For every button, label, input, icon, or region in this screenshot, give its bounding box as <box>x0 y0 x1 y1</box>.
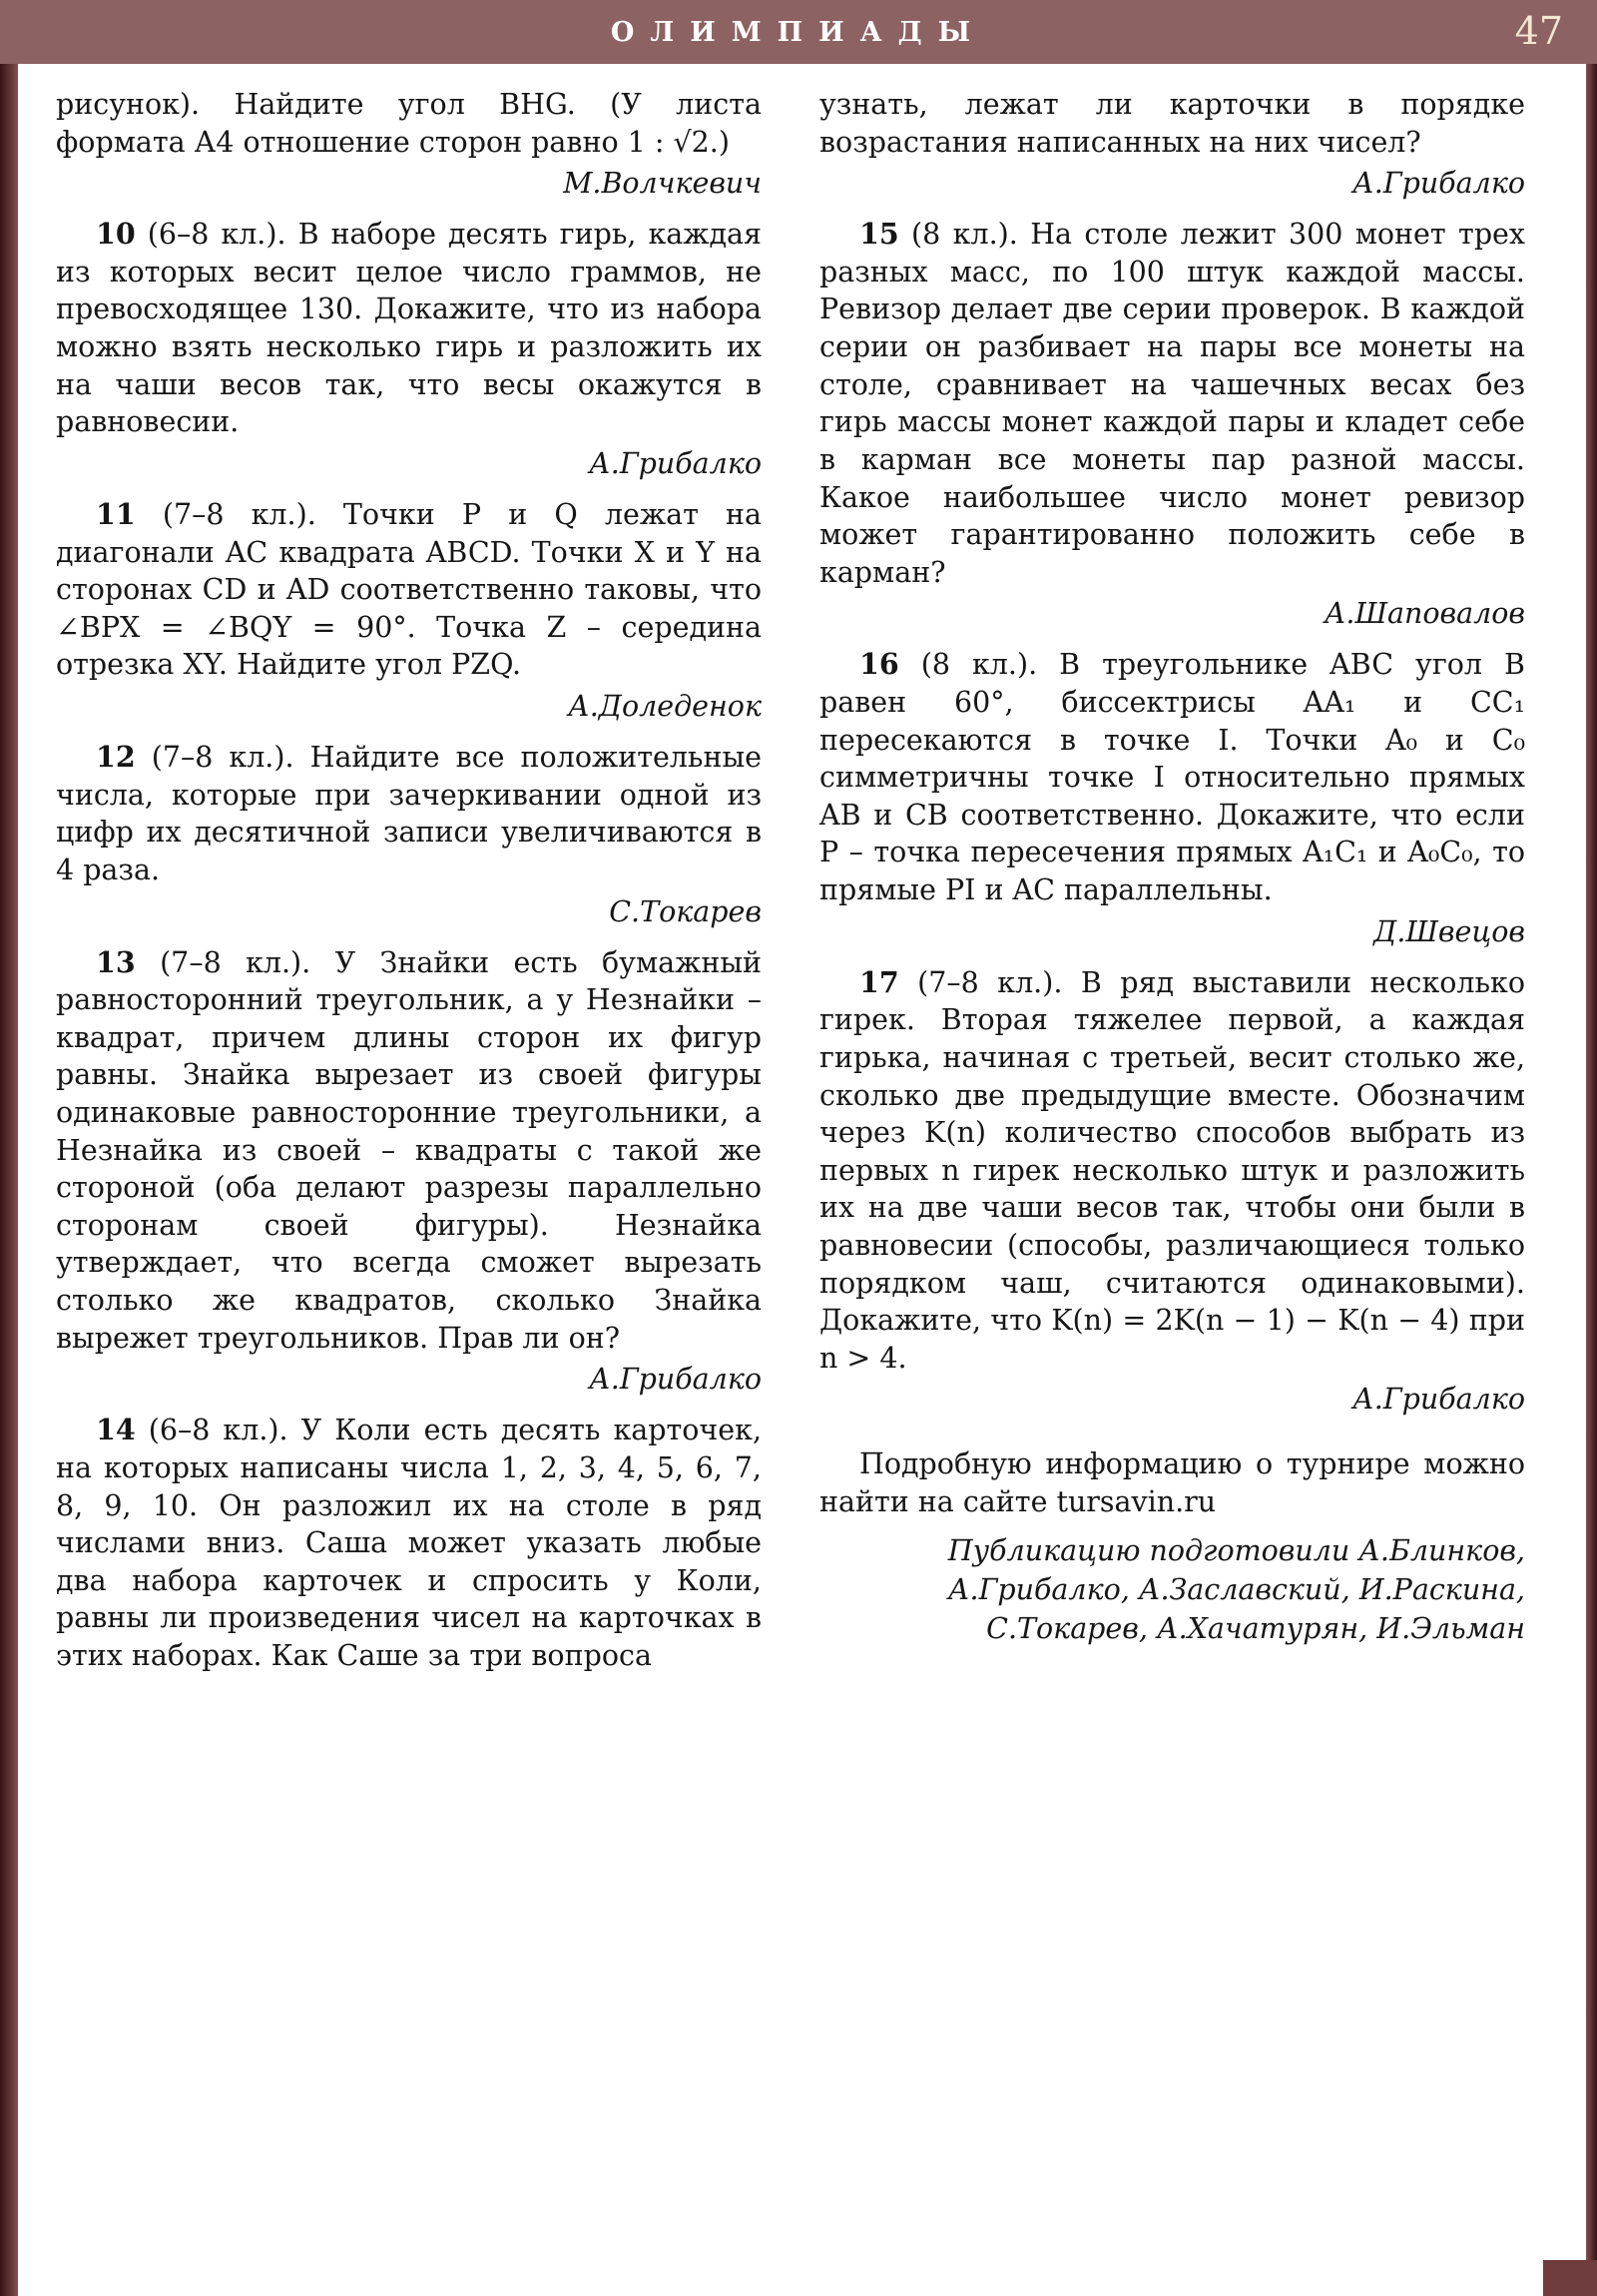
author-line: А.Грибалко <box>589 1363 762 1397</box>
problem-text: (8 кл.). В треугольнике ABC угол B равен 60°, биссектрисы AA₁ и CC₁ пересекаются в точке I. Точки A₀ и C₀ симметричны точке I относительно прямых AB и CB соответственно. Докажите, что если P – точка пересечения прямых A₁C₁ и A₀C₀, то прямые PI и AC параллельны. <box>819 648 1525 907</box>
problem-number: 14 <box>96 1413 136 1447</box>
author-line: А.Грибалко <box>1352 167 1525 201</box>
problem-10-paragraph <box>56 216 762 441</box>
problem-text: (7–8 кл.). У Знайки есть бумажный равносторонний треугольник, а у Незнайки – квадрат, причем длины сторон их фигур равны. Знайка вырезает из своей фигуры одинаковые равносторонние треугольники, а Незнайка из своей – квадраты с такой же стороной (оба делают разрезы параллельно сторонам своей фигуры). Незнайка утверждает, что всегда сможет вырезать столько же квадратов, сколько Знайка вырежет треугольников. Прав ли он? <box>56 945 762 1355</box>
author-line: С.Токарев <box>609 894 762 928</box>
problem-16-paragraph <box>819 646 1525 908</box>
right-border-strip <box>1586 0 1597 2296</box>
problem-text: (6–8 кл.). В наборе десять гирь, каждая из которых весит целое число граммов, не превосходящее 130. Докажите, что из набора можно взять несколько гирь и разложить их на чаши весов так, что весы окажутся в равновесии. <box>56 218 762 439</box>
problem-number: 12 <box>96 740 136 775</box>
author-line: А.Грибалко <box>1352 1383 1525 1417</box>
problem-number: 17 <box>859 964 899 999</box>
problem-text: (7–8 кл.). Точки P и Q лежат на диагонали AC квадрата ABCD. Точки X и Y на сторонах CD и AD соответственно таковы, что ∠BPX = ∠BQY = 90°. Точка Z – середина отрезка XY. Найдите угол PZQ. <box>56 497 762 682</box>
problem-text: (6–8 кл.). У Коли есть десять карточек, на которых написаны числа 1, 2, 3, 4, 5, 6, 7, 8, 9, 10. Он разложил их на столе в ряд числами вниз. Саша может указать любые два набора карточек и спросить у Коли, равны ли произведения чисел на карточках в этих наборах. Как Саше за три вопроса <box>56 1414 762 1672</box>
content-area <box>56 86 1525 1677</box>
problem-14-paragraph <box>56 1412 762 1674</box>
author-line: А.Шаповалов <box>1324 597 1525 631</box>
header-bar <box>0 0 1597 64</box>
problem-17-paragraph <box>819 964 1525 1378</box>
author-line: Д.Швецов <box>1373 914 1525 948</box>
problem-number: 13 <box>96 944 136 979</box>
tournament-info-note: Подробную информацию о турнире можно найти на сайте tursavin.ru <box>819 1447 1525 1519</box>
problem-text: (7–8 кл.). Найдите все положительные числа, которые при зачеркивании одной из цифр их десятичной записи увеличиваются в 4 раза. <box>56 741 762 886</box>
problem-text: (7–8 кл.). В ряд выставили несколько гирек. Вторая тяжелее первой, а каждая гирька, начиная с третьей, весит столько же, сколько две предыдущие вместе. Обозначим через K(n) количество способов выбрать из первых n гирек несколько штук и разложить их на две чаши весов так, чтобы они были в равновесии (способы, различающиеся только порядком чаш, считаются одинаковыми). Докажите, что K(n) = 2K(n − 1) − K(n − 4) при n > 4. <box>819 965 1526 1375</box>
problem-number: 10 <box>96 217 136 252</box>
right-column <box>819 86 1525 1677</box>
problem-number: 16 <box>859 647 899 682</box>
publication-credits: Публикацию подготовили А.Блинков, А.Грибалко, А.Заславский, И.Раскина, С.Токарев, А.Хачатурян, И.Эльман <box>947 1533 1525 1646</box>
problem-14-continuation-paragraph: узнать, лежат ли карточки в порядке возрастания написанных на них чисел? <box>819 88 1525 159</box>
problem-15-paragraph <box>819 216 1525 591</box>
page-number: 47 <box>1514 9 1563 53</box>
section-title: ОЛИМПИАДЫ <box>610 16 987 48</box>
author-line: А.Доледенок <box>568 690 762 724</box>
problem-11-paragraph <box>56 496 762 684</box>
intro-continuation-paragraph: рисунок). Найдите угол BHG. (У листа формата А4 отношение сторон равно 1 : √2.) <box>56 88 762 159</box>
problem-12-paragraph <box>56 739 762 888</box>
author-line: А.Грибалко <box>589 446 762 480</box>
left-column <box>56 86 762 1677</box>
problem-number: 11 <box>96 496 136 531</box>
problem-13-paragraph <box>56 944 762 1358</box>
problem-number: 15 <box>859 217 899 252</box>
left-border-strip <box>0 0 18 2296</box>
author-line: М.Волчкевич <box>563 167 762 201</box>
bottom-corner-mark <box>1543 2260 1597 2296</box>
problem-text: (8 кл.). На столе лежит 300 монет трех разных масс, по 100 штук каждой массы. Ревизор делает две серии проверок. В каждой серии он разбивает на пары все монеты на столе, сравнивает на чашечных весах без гирь массы монет каждой пары и кладет себе в карман все монеты пар разной массы. Какое наибольшее число монет ревизор может гарантированно положить себе в карман? <box>819 218 1525 589</box>
